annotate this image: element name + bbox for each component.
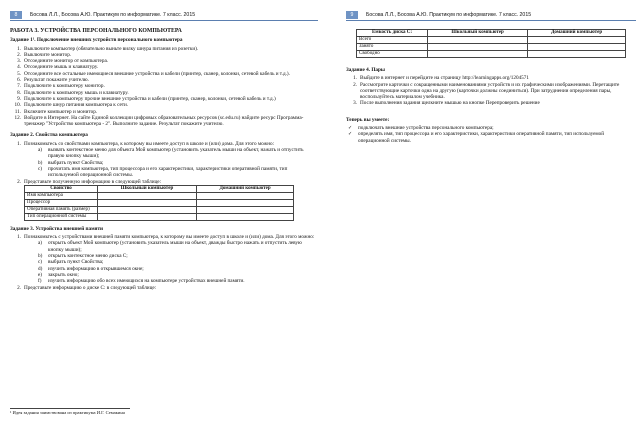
list-item: 2. Представьте полученную информацию в следующей таблице: <box>17 178 162 185</box>
list-item: d) изучить информацию в открывшемся окне; <box>38 265 144 272</box>
list-item: 6. Результат покажите учителю. <box>17 77 89 84</box>
table-row: Оперативная память (размер) <box>25 206 294 213</box>
table-row: Свободно <box>357 51 626 58</box>
page-body <box>346 29 636 144</box>
list-item: 2. Рассмотрите карточки с сокращенными наименованиями устройств и их графическими изображениями. Перетащите соответствующие карточки одна на другую (карточки должны соединиться). При затруднении определения пары, воспользуйтесь материалом учебника. <box>353 81 620 101</box>
table-row: Тип операционной системы <box>25 213 294 220</box>
list-item: 4. Отсоедините мышь и клавиатуру. <box>17 64 99 71</box>
table-row: Имя компьютера <box>25 192 294 199</box>
task1-heading: Задание 1¹. Подключение внешних устройств персонального компьютера <box>10 37 183 44</box>
header-text: Босова Л.Л., Босова А.Ю. Практикум по информатике. 7 класс. 2015 <box>366 12 532 18</box>
list-item: a) открыть объект Мой компьютер (установить указатель мыши на объект, дважды быстро нажать и отпустить левую кнопку мыши); <box>38 240 302 253</box>
page-number: 8 <box>10 11 22 19</box>
list-item: e) закрыть окно; <box>38 271 79 278</box>
table-header: Школьный компьютер <box>98 185 197 192</box>
table-row: Занято <box>357 44 626 51</box>
left-page <box>10 0 318 448</box>
properties-table <box>24 185 294 221</box>
check-icon: ✓ <box>348 125 353 132</box>
list-item: 1. Познакомьтесь со свойствами компьютера, к которому вы имеете доступ в школе и (или) дома. Для этого можно: <box>17 140 275 147</box>
list-item: 1. Выключите компьютер (обязательно выньте вилку шнура питания из розетки). <box>17 45 199 52</box>
list-item: 10. Подключите шнур питания компьютера к сети. <box>14 102 129 109</box>
table-row: Процессор <box>25 199 294 206</box>
list-item: ✓ подключать внешние устройства персонального компьютера; <box>348 125 494 132</box>
check-icon: ✓ <box>348 131 353 138</box>
list-item: 2. Выключите монитор. <box>17 51 72 58</box>
list-item: 12. Войдите в Интернет. На сайте Единой коллекции цифровых образовательных ресурсов (sc.edu.ru) найдите ресурс Программа-тренажер "Устройство компьютера - 2". Выполните задание. Результат покажите учителю. <box>14 114 304 128</box>
table-header: Емкость диска С: <box>357 30 428 37</box>
task4-heading: Задание 4. Пары <box>346 67 385 73</box>
page-number: 9 <box>346 11 358 19</box>
page-header <box>346 11 636 21</box>
right-page <box>346 0 636 448</box>
list-item: 2. Представьте информацию о диске С: в следующей таблице: <box>17 284 157 291</box>
list-item: c) прочитать имя компьютера, тип процессора и его характеристики, характеристики оперативной памяти, тип используемой операционной системы. <box>38 165 288 179</box>
task2-sublist <box>10 147 318 178</box>
table-header: Домашний компьютер <box>197 185 294 192</box>
list-item: 11. Включите компьютер и монитор. <box>14 108 98 115</box>
work-title: РАБОТА 3. УСТРОЙСТВА ПЕРСОНАЛЬНОГО КОМПЬЮТЕРА <box>10 28 182 34</box>
skills-list <box>346 125 636 144</box>
list-item: b) открыть контекстное меню диска С; <box>38 253 128 260</box>
list-item: a) вызвать контекстное меню для объекта Мой компьютер (установить указатель мыши на объект, нажать и отпустить правую кнопку мыши); <box>38 147 304 160</box>
table-header: Школьный компьютер <box>428 30 528 37</box>
page-body <box>10 28 318 291</box>
footnote: ¹ Идея задания заимствована из практикума И.Г. Семакина <box>10 408 130 415</box>
disk-table <box>356 29 626 58</box>
list-item: 8. Подключите к компьютеру мышь и клавиатуру. <box>17 89 129 96</box>
table-header: Свойство <box>25 185 98 192</box>
list-item: 9. Подключите к компьютеру прочие внешние устройства и кабели (принтер, сканер, колонки, сетевой кабель и т.д.) <box>17 95 276 102</box>
task3-heading: Задание 3. Устройства внешней памяти <box>10 225 103 232</box>
list-item: f) изучить информацию обо всех имеющихся на компьютере устройствах внешней памяти. <box>38 278 245 285</box>
page-header <box>10 11 318 21</box>
task2-heading: Задание 2. Свойства компьютера <box>10 132 88 139</box>
list-item: c) выбрать пункт Свойства; <box>38 259 104 266</box>
list-item: 3. После выполнения задания щелкните мышью на кнопке Перепроверить решение <box>353 100 540 107</box>
list-item: 5. Отсоедините все остальные имеющиеся внешние устройства и кабели (принтер, сканер, колонки, сетевой кабель и т.д.). <box>17 70 290 77</box>
skills-heading: Теперь вы умеете: <box>346 116 390 123</box>
list-item: 3. Отсоедините монитор от компьютера. <box>17 58 109 65</box>
header-text: Босова Л.Л., Босова А.Ю. Практикум по информатике. 7 класс. 2015 <box>30 12 196 18</box>
list-item: ✓ определять имя, тип процессора и его характеристики, характеристики оперативной памяти, тип используемой операционной системы. <box>348 131 605 144</box>
table-row: Всего <box>357 37 626 44</box>
list-item: 1. Познакомьтесь с устройствами внешней памяти компьютера, к которому вы имеете доступ в школе и (или) дома. Для этого можно: <box>17 234 315 241</box>
task1-list <box>10 46 318 128</box>
table-header: Домашний компьютер <box>528 30 626 37</box>
task3-sublist <box>10 240 318 284</box>
list-item: 7. Подключите к компьютеру монитор. <box>17 83 105 90</box>
list-item: 1. Выйдите в интернет и перейдите на страницу http://learningapps.org/1204571 <box>353 75 529 82</box>
list-item: b) выбрать пункт Свойства; <box>38 159 104 166</box>
task4-list <box>346 75 636 106</box>
